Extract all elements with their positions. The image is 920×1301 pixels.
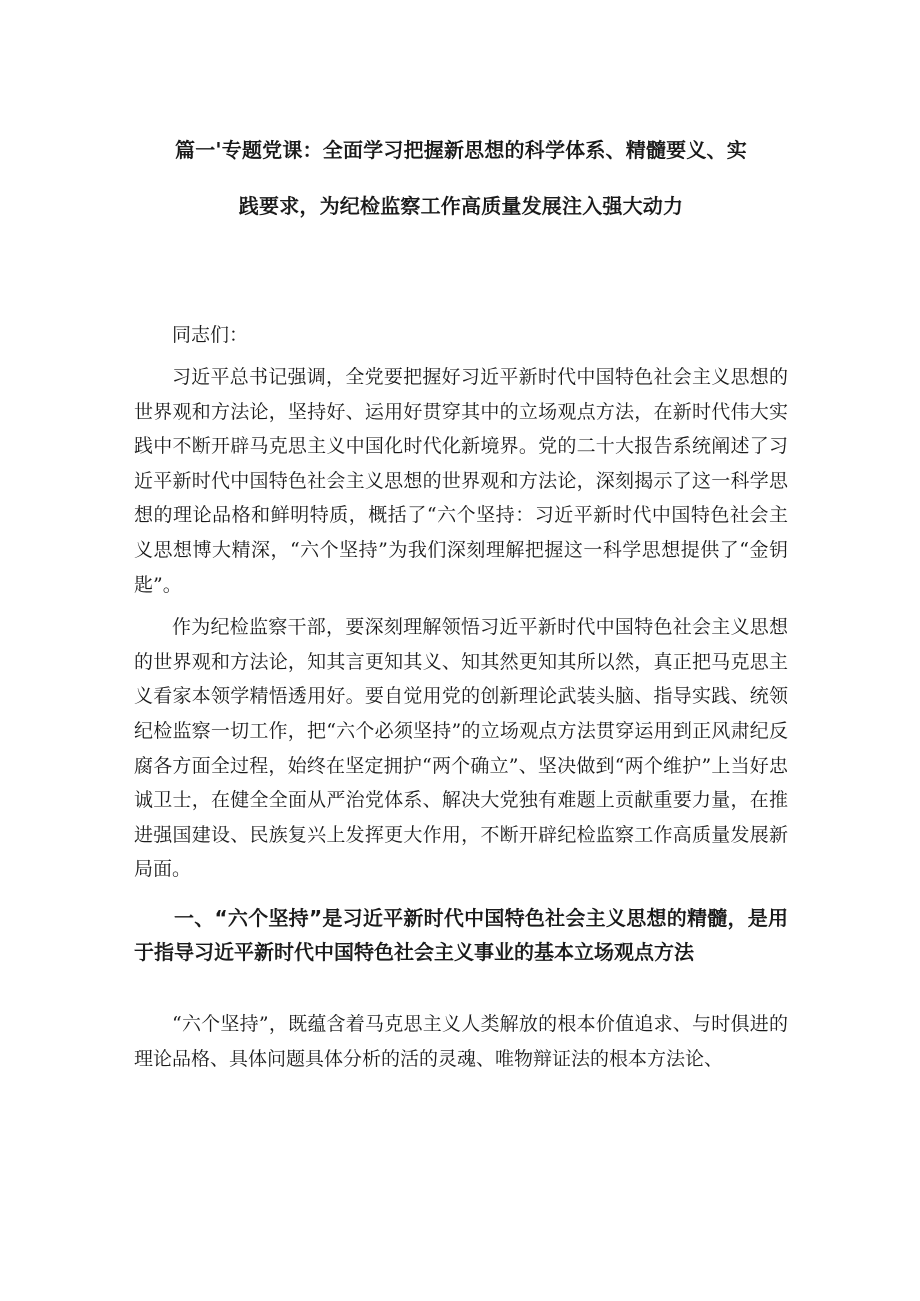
document-title (134, 122, 788, 234)
salutation: 同志们： (172, 324, 249, 346)
title-line-2: 践要求，为纪检监察工作高质量发展注入强大动力 (238, 194, 684, 218)
section-paragraph-1: “六个坚持”，既蕴含着马克思主义人类解放的根本价值追求、与时俱进的理论品格、具体问题具体分析的活的灵魂、唯物辩证法的根本方法论、 (134, 1012, 788, 1070)
body-paragraph-1: 习近平总书记强调，全党要把握好习近平新时代中国特色社会主义思想的世界观和方法论，坚持好、运用好贯穿其中的立场观点方法，在新时代伟大实践中不断开辟马克思主义中国化时代化新境界。党的二十大报告系统阐述了习近平新时代中国特色社会主义思想的世界观和方法论，深刻揭示了这一科学思想的理论品格和鲜明特质，概括了“六个坚持：习近平新时代中国特色社会主义思想博大精深，“六个坚持”为我们深刻理解把握这一科学思想提供了“金钥匙”。 (134, 366, 788, 596)
body-paragraph-2: 作为纪检监察干部，要深刻理解领悟习近平新时代中国特色社会主义思想的世界观和方法论，知其言更知其义、知其然更知其所以然，真正把马克思主义看家本领学精悟透用好。要自觉用党的创新理论武装头脑、指导实践、统领纪检监察一切工作，把“六个必须坚持”的立场观点方法贯穿运用到正风肃纪反腐各方面全过程，始终在坚定拥护“两个确立”、坚决做到“两个维护”上当好忠诚卫士，在健全全面从严治党体系、解决大党独有难题上贡献重要力量，在推进强国建设、民族复兴上发挥更大作用，不断开辟纪检监察工作高质量发展新局面。 (134, 616, 788, 881)
title-line-1: 篇一'专题党课：全面学习把握新思想的科学体系、精髓要义、实 (175, 138, 747, 162)
section-heading-1: 一、“六个坚持”是习近平新时代中国特色社会主义思想的精髓，是用于指导习近平新时代中国特色社会主义事业的基本立场观点方法 (134, 905, 788, 964)
